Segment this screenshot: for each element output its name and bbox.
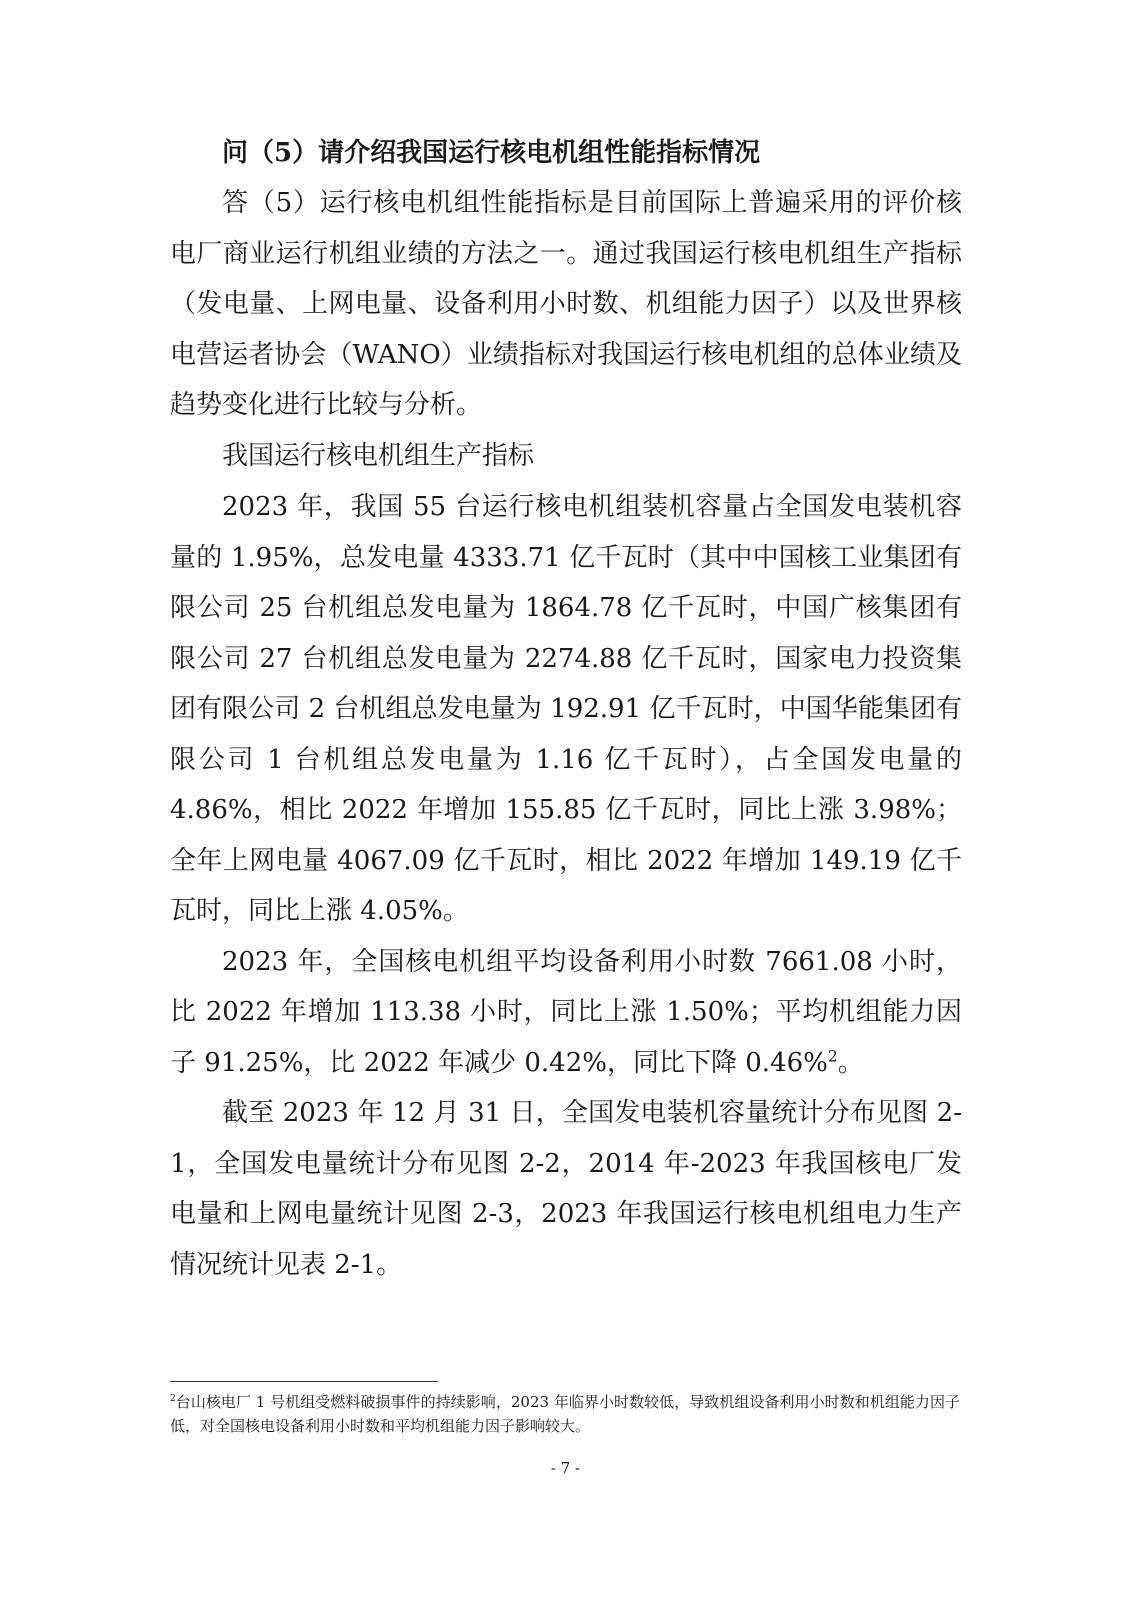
paragraph-utilization <box>170 937 962 1089</box>
page-number: - 7 - <box>550 1459 581 1477</box>
question-title: 问（5）请介绍我国运行核电机组性能指标情况 <box>222 138 761 168</box>
paragraph-utilization-end: 。 <box>837 1047 864 1078</box>
section-body <box>170 482 962 1290</box>
footnote-reference: 2 <box>827 1046 838 1065</box>
answer-paragraph: 答（5）运行核电机组性能指标是目前国际上普遍采用的评价核电厂商业运行机组业绩的方法之一。通过我国运行核电机组生产指标（发电量、上网电量、设备利用小时数、机组能力因子）以及世界核电营运者协会（WANO）业绩指标对我国运行核电机组的总体业绩及趋势变化进行比较与分析。 <box>170 188 962 420</box>
footnote <box>170 1390 960 1438</box>
answer-block <box>170 178 962 431</box>
paragraph-production: 2023 年，我国 55 台运行核电机组装机容量占全国发电装机容量的 1.95%，总发电量 4333.71 亿千瓦时（其中中国核工业集团有限公司 25 台机组总发电量为 1864.78 亿千瓦时，中国广核集团有限公司 27 台机组总发电量为 2274.88 亿千瓦时，国家电力投资集团有限公司 2 台机组总发电量为 192.91 亿千瓦时，中国华能集团有限公司 1 台机组总发电量为 1.16 亿千瓦时），占全国发电量的 4.86%，相比 2022 年增加 155.85 亿千瓦时，同比上涨 3.98%；全年上网电量 4067.09 亿千瓦时，相比 2022 年增加 149.19 亿千瓦时，同比上涨 4.05%。 <box>170 492 962 926</box>
paragraph-figures-reference: 截至 2023 年 12 月 31 日，全国发电装机容量统计分布见图 2-1，全国发电量统计分布见图 2-2，2014 年-2023 年我国核电厂发电量和上网电量统计见图 2-3，2023 年我国运行核电机组电力生产情况统计见表 2-1。 <box>170 1098 962 1280</box>
footnote-marker: 2 <box>170 1394 176 1404</box>
footnote-separator <box>170 1381 438 1382</box>
section-title: 我国运行核电机组生产指标 <box>222 441 535 471</box>
footnote-text: 台山核电厂 1 号机组受燃料破损事件的持续影响，2023 年临界小时数较低，导致机组设备利用小时数和机组能力因子低，对全国核电设备利用小时数和平均机组能力因子影响较大。 <box>170 1393 960 1435</box>
paragraph-utilization-text: 2023 年，全国核电机组平均设备利用小时数 7661.08 小时，比 2022 年增加 113.38 小时，同比上涨 1.50%；平均机组能力因子 91.25%，比 2022 年减少 0.42%，同比下降 0.46% <box>170 946 962 1078</box>
